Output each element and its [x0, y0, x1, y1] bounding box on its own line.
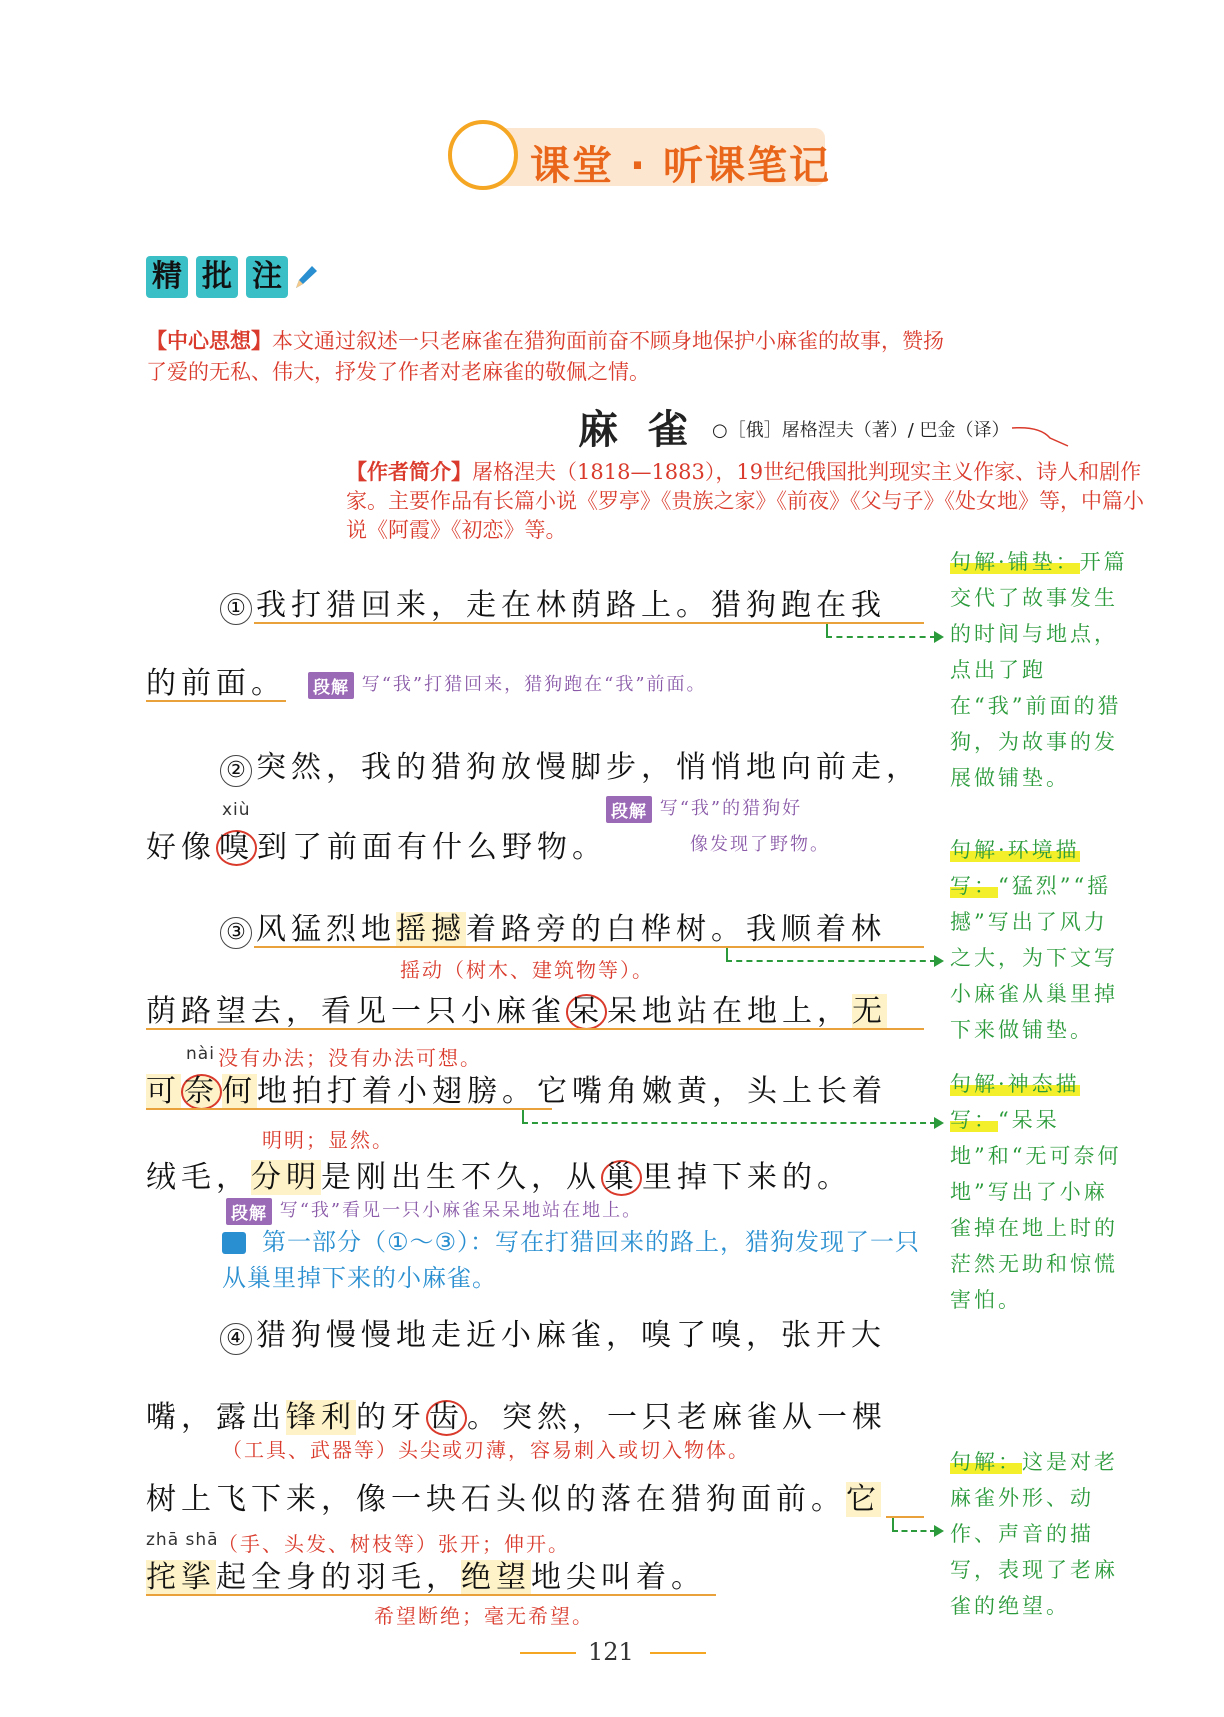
- connector-3: [522, 1122, 936, 1124]
- p3-underline-3: [146, 1108, 552, 1110]
- author-intro: 【作者简介】屠格涅夫（1818—1883），19世纪俄国批判现实主义作家、诗人和剧作家。主要作品有长篇小说《罗亭》《贵族之家》《前夜》《父与子》《处女地》等，中篇小说《阿霞》《初恋》等。: [346, 460, 1144, 542]
- p2-duanjie: 段解 写“我”的猎狗好: [606, 794, 802, 823]
- connector-1: [826, 636, 936, 638]
- p4-line1: ④ 猎狗慢慢地走近小麻雀，嗅了嗅，张开大: [220, 1310, 886, 1355]
- p2-line1: ② 突然，我的猎狗放慢脚步，悄悄地向前走，: [220, 742, 921, 787]
- gloss-juewang: 希望断绝；毫无希望。: [374, 1604, 594, 1628]
- page-number-rule-left: [520, 1652, 576, 1654]
- part1-summary: 第一部分（①～③）：写在打猎回来的路上，猎狗发现了一只从巢里掉下来的小麻雀。: [222, 1228, 921, 1292]
- p3-underline-2: [146, 1028, 924, 1030]
- tag-char-3: 注: [246, 256, 288, 298]
- gloss-fenming: 明明；显然。: [262, 1128, 394, 1152]
- p3-line3: 可 奈 何地拍打着小翅膀。它嘴角嫩黄，头上长着: [146, 1074, 887, 1109]
- connector-4: [892, 1530, 936, 1532]
- circled-char-dai: 呆: [566, 994, 607, 1030]
- article-title: 麻雀: [578, 407, 718, 453]
- circled-char-chi: 齿: [426, 1400, 467, 1436]
- p4-underline-4: [146, 1594, 716, 1596]
- p4-line3: 树上飞下来，像一块石头似的落在猎狗面前。它: [146, 1482, 881, 1517]
- p1-underline: [254, 622, 924, 624]
- tag-char-1: 精: [146, 256, 188, 298]
- tag-char-2: 批: [196, 256, 238, 298]
- p1-line2: 的前面。: [146, 666, 286, 701]
- page-number: 121: [588, 1638, 634, 1666]
- p3-line4: 绒毛，分明是刚出生不久，从 巢 里掉下来的。: [146, 1160, 852, 1195]
- connector-1-v: [826, 624, 828, 636]
- pinyin-zhasha: zhā shā: [146, 1530, 219, 1550]
- connector-2: [726, 960, 936, 962]
- gloss-yaohan: 摇动（树木、建筑物等）。: [400, 958, 654, 982]
- pinyin-xiu: xiù: [222, 800, 251, 820]
- pinyin-nai: nài: [186, 1044, 215, 1064]
- connector-4-v: [892, 1518, 894, 1530]
- p1-duanjie: 段解 写“我”打猎回来，猎狗跑在“我”前面。: [308, 670, 707, 699]
- side-note-1: 句解·铺垫：开篇交代了故事发生的时间与地点，点出了跑在“我”前面的猎狗，为故事的发展做铺垫。: [950, 550, 1128, 790]
- p2-line2: 好像 嗅 到了前面有什么野物。: [146, 830, 607, 865]
- connector-2-arrow: [934, 955, 944, 967]
- p4-line2: 嘴，露出锋利的牙 齿 。突然，一只老麻雀从一棵: [146, 1400, 887, 1435]
- circled-char-nai: 奈: [181, 1074, 222, 1110]
- side-note-3: 句解·神态描写：“呆呆地”和“无可奈何地”写出了小麻雀掉在地上时的茫然无助和惊慌害怕。: [950, 1072, 1122, 1312]
- page-header-title: 课堂 · 听课笔记: [530, 143, 832, 189]
- p3-line2: 荫路望去，看见一只小麻雀 呆 呆地站在地上，无: [146, 994, 887, 1029]
- side-note-2: 句解·环境描写：“猛烈”“摇撼”写出了风力之大，为下文写小麻雀从巢里掉下来做铺垫。: [950, 838, 1118, 1042]
- gloss-wukenaihe: 没有办法；没有办法可想。: [218, 1046, 482, 1070]
- connector-2-v: [726, 948, 728, 960]
- gloss-fengli: （工具、武器等）头尖或刃薄，容易刺入或切入物体。: [222, 1438, 750, 1462]
- gloss-zhasha: （手、头发、树枝等）张开；伸开。: [218, 1532, 570, 1556]
- p3-line1: ③ 风猛烈地摇撼着路旁的白桦树。我顺着林: [220, 904, 886, 949]
- header-circle-decoration: [448, 120, 518, 190]
- center-idea: 【中心思想】本文通过叙述一只老麻雀在猎狗面前奋不顾身地保护小麻雀的故事，赞扬了爱的无私、伟大，抒发了作者对老麻雀的敬佩之情。: [146, 329, 944, 384]
- connector-3-arrow: [934, 1117, 944, 1129]
- page-number-rule-right: [650, 1652, 706, 1654]
- circled-char-xiu: 嗅: [216, 830, 257, 866]
- p3-duanjie: 段解 写“我”看见一只小麻雀呆呆地站在地上。: [226, 1196, 642, 1225]
- p1-line1: ① 我打猎回来，走在林荫路上。猎狗跑在我: [220, 580, 886, 625]
- p4-line4: 挓挲起全身的羽毛，绝望地尖叫着。: [146, 1560, 706, 1595]
- pencil-icon: [290, 262, 320, 292]
- article-byline: ○［俄］屠格涅夫（著）/ 巴金（译）: [712, 420, 1010, 441]
- p3-underline-1: [254, 946, 924, 948]
- connector-1-arrow: [934, 631, 944, 643]
- connector-3-v: [522, 1110, 524, 1122]
- side-note-4: 句解：这是对老麻雀外形、动作、声音的描写，表现了老麻雀的绝望。: [950, 1450, 1118, 1618]
- p2-duanjie-cont: 像发现了野物。: [690, 834, 830, 855]
- byline-curve-decoration: [1010, 424, 1070, 448]
- circled-char-chao: 巢: [601, 1160, 642, 1196]
- connector-4-arrow: [934, 1525, 944, 1537]
- p1-underline-2: [146, 700, 286, 702]
